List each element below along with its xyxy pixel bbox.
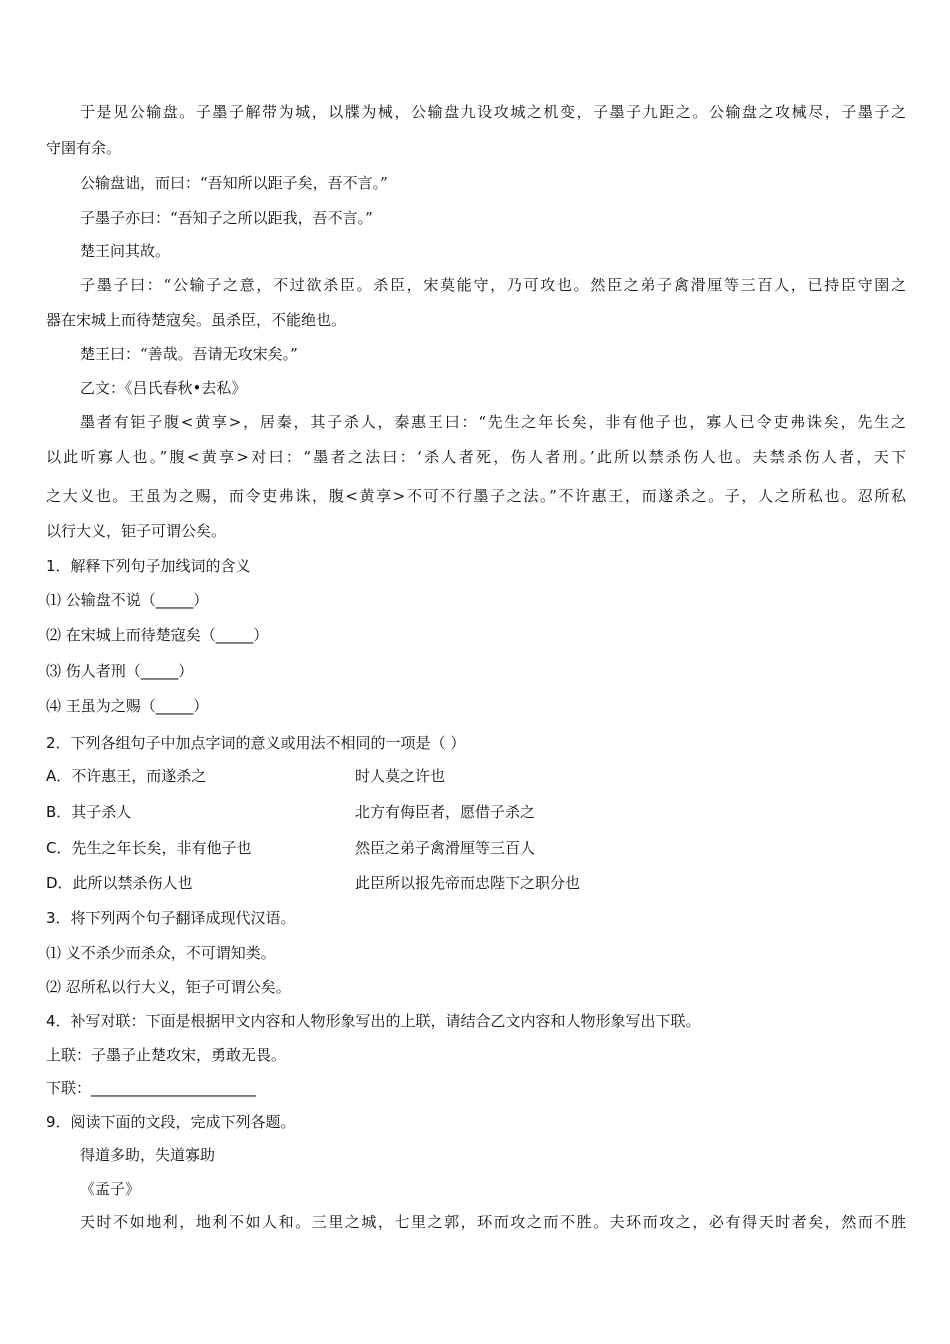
option-left: B．其子杀人 (46, 803, 132, 821)
question-2-option (46, 873, 906, 893)
passage-jia-line: 楚王问其故。 (80, 242, 171, 260)
passage-yi-line: 墨者有钜子腹<黄享>，居秦，其子杀人，秦惠王曰：“先生之年长矣，非有他子也，寡人已令吏弗诛矣，先生之 (80, 413, 906, 431)
question-1-item: ⑶ 伤人者刑（_____） (46, 662, 194, 680)
option-right: 然臣之弟子禽滑厘等三百人 (355, 839, 536, 857)
question-2-option (46, 838, 906, 858)
question-1-item: ⑴ 公输盘不说（_____） (46, 591, 209, 609)
passage-line: 天时不如地利，地利不如人和。三里之城，七里之郭，环而攻之而不胜。夫环而攻之，必有得天时者矣，然而不胜 (80, 1213, 906, 1231)
option-left: A．不许惠王，而遂杀之 (46, 767, 207, 785)
question-3-stem: 3．将下列两个句子翻译成现代汉语。 (46, 909, 296, 927)
passage-yi-title: 乙文：《吕氏春秋•去私》 (80, 379, 247, 397)
question-3-item: ⑵ 忍所私以行大义，钜子可谓公矣。 (46, 978, 291, 996)
couplet-upper: 上联：子墨子止楚攻宋，勇敢无畏。 (46, 1046, 287, 1064)
passage-yi-line: 以此听寡人也。”腹<黄享>对曰：“墨者之法曰：‘杀人者死，伤人者刑。’此所以禁杀伤人也。夫禁杀伤人者，天下 (46, 448, 906, 466)
option-left: C．先生之年长矣，非有他子也 (46, 839, 252, 857)
question-1-item: ⑷ 王虽为之赐（_____） (46, 697, 209, 715)
question-9-stem: 9．阅读下面的文段，完成下列各题。 (46, 1113, 296, 1131)
question-2-option (46, 766, 906, 786)
option-right: 此臣所以报先帝而忠陛下之职分也 (355, 874, 581, 892)
passage-yi-line: 之大义也。王虽为之赐，而令吏弗诛，腹<黄享>不可不行墨子之法。”不许惠王，而遂杀之。子，人之所私也。忍所私 (46, 487, 906, 505)
question-1-item: ⑵ 在宋城上而待楚寇矣（_____） (46, 626, 269, 644)
passage-jia-line: 子墨子曰：“公输子之意，不过欲杀臣。杀臣，宋莫能守，乃可攻也。然臣之弟子禽滑厘等三百人，已持臣守圉之 (80, 276, 906, 294)
option-right: 时人莫之许也 (355, 767, 446, 785)
passage-jia-line: 守圉有余。 (46, 139, 122, 157)
passage-title: 得道多助，失道寡助 (80, 1146, 216, 1164)
question-2-stem: 2．下列各组句子中加点字词的意义或用法不相同的一项是（ ） (46, 734, 466, 752)
passage-jia-line: 楚王曰：“善哉。吾请无攻宋矣。” (80, 345, 298, 363)
passage-jia-line: 公输盘诎，而曰：“吾知所以距子矣，吾不言。” (80, 174, 388, 192)
passage-jia-line: 子墨子亦曰：“吾知子之所以距我，吾不言。” (80, 209, 373, 227)
passage-jia-line: 于是见公输盘。子墨子解带为城，以牒为械，公输盘九设攻城之机变，子墨子九距之。公输盘之攻械尽，子墨子之 (80, 103, 906, 121)
passage-yi-line: 以行大义，钜子可谓公矣。 (46, 522, 227, 540)
question-4-stem: 4．补写对联：下面是根据甲文内容和人物形象写出的上联，请结合乙文内容和人物形象写出下联。 (46, 1012, 701, 1030)
passage-source: 《孟子》 (80, 1180, 141, 1198)
question-3-item: ⑴ 义不杀少而杀众，不可谓知类。 (46, 944, 276, 962)
option-left: D．此所以禁杀伤人也 (46, 874, 193, 892)
couplet-lower: 下联：______________________ (46, 1079, 257, 1097)
question-2-option (46, 802, 906, 822)
passage-jia-line: 器在宋城上而待楚寇矣。虽杀臣，不能绝也。 (46, 311, 347, 329)
option-right: 北方有侮臣者，愿借子杀之 (355, 803, 536, 821)
question-1-stem: 1．解释下列句子加线词的含义 (46, 557, 251, 575)
